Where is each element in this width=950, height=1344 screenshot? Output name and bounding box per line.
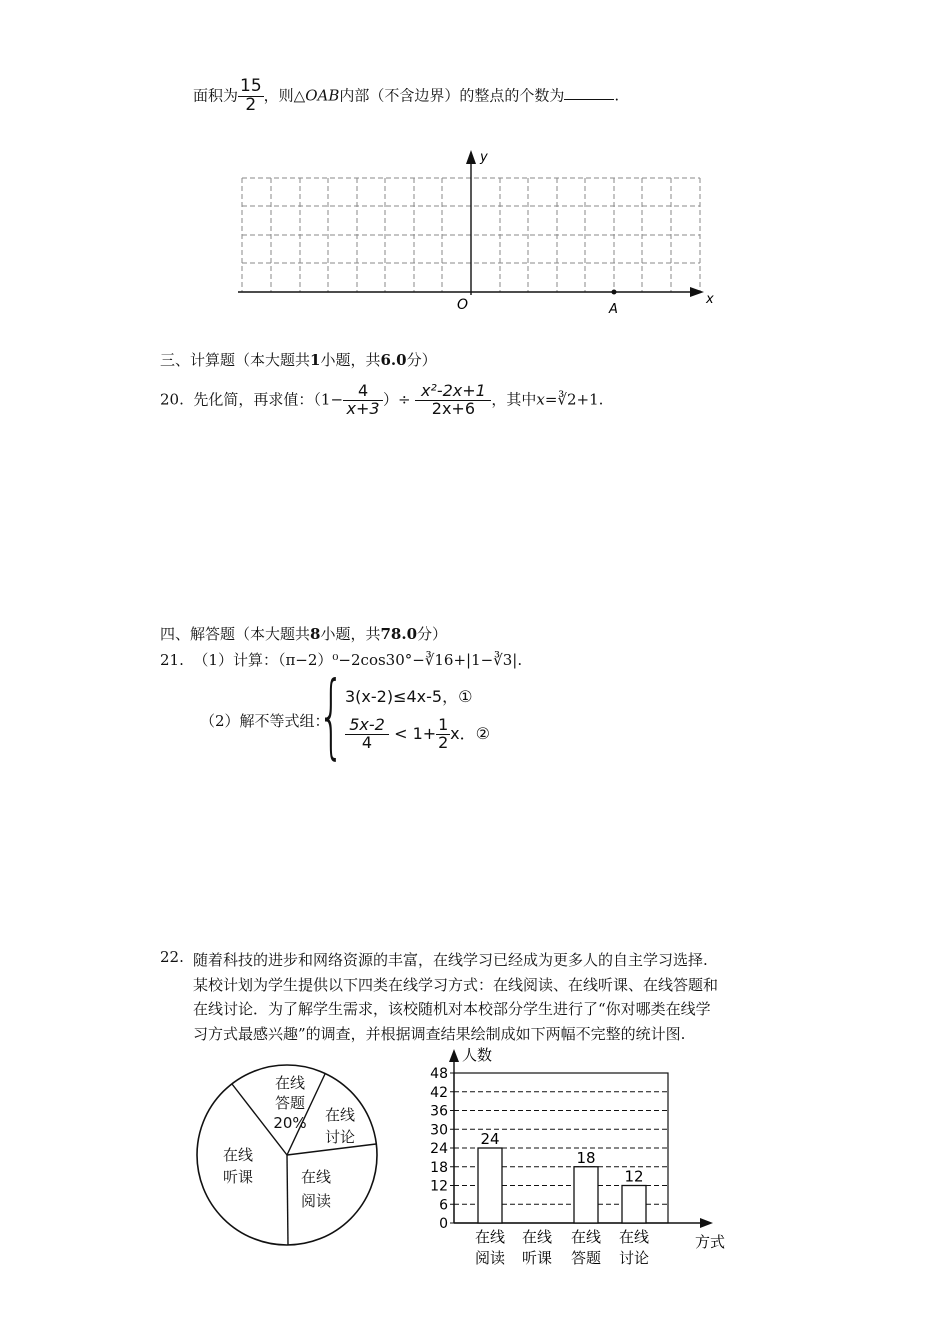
origin-label: O [457,297,469,313]
y-tick-label: 18 [430,1159,448,1176]
question-21-part2-label: （2）解不等式组： [200,712,330,730]
y-axis-arrow [449,1049,459,1062]
q19-text: 面积为 $\frac{15}{2}$ ，则△OAB内部（不含边界）的整点的个数为 . [193,76,620,115]
section-3-title: 三、计算题（本大题共1小题，共6.0分） [160,351,437,369]
q20-fraction-2: $\frac{\text{x²-2x+1}}{2x+6}$ [415,383,491,418]
question-20: 20. 先化简，再求值：（1− $\frac{4}{x+3}$ ）÷ $\frac{\text{x²-2x+1}}{2x+6}$ ，其中x=∛2+1. [160,381,604,418]
pie-chart [190,1058,390,1254]
pie-label: 阅读 [300,1192,332,1210]
pie-label: 在线 [300,1168,332,1186]
y-tick-label: 0 [439,1216,448,1232]
x-tick-label: 在线 [570,1228,602,1246]
bar [478,1148,502,1223]
y-tick-label: 12 [430,1178,448,1195]
pie-label: 20% [273,1114,307,1132]
x-axis-arrow [700,1218,713,1228]
q19-fraction: $\frac{15}{2}$ [240,76,262,115]
answer-blank[interactable] [564,85,614,100]
y-tick-label: 6 [439,1197,448,1214]
pie-divider [287,1155,288,1245]
bar-value-label: 24 [480,1130,500,1148]
x-tick-label: 在线 [474,1228,506,1246]
x-tick-label: 听课 [521,1249,553,1267]
bar-value-label: 12 [624,1167,644,1186]
pie-label: 答题 [274,1094,306,1112]
point-a [612,290,617,295]
y-axis-arrow [466,150,476,164]
x-tick-label: 讨论 [618,1249,650,1267]
x-tick-label: 答题 [570,1249,602,1267]
inequality-1: 3(x-2)≤4x-5，① [345,687,473,706]
x-axis-arrow [690,287,704,297]
y-tick-label: 42 [430,1084,448,1101]
system-brace: { [318,662,345,769]
pie-label: 讨论 [324,1128,356,1146]
y-axis-label: 人数 [462,1046,493,1064]
y-label: y [480,150,488,165]
bar-value-label: 18 [576,1148,596,1167]
x-axis-label: 方式 [695,1233,726,1251]
x-tick-label: 在线 [521,1228,553,1246]
bar [574,1167,598,1223]
y-tick-label: 30 [430,1122,448,1139]
y-tick-label: 48 [430,1066,448,1082]
question-21-part1: 21. （1）计算：（π−2）⁰−2cos30°−∛16+|1−∛3|. [160,651,523,669]
x-label: x [706,292,714,307]
coordinate-grid [230,145,730,320]
q20-fraction-1: $\frac{4}{x+3}$ [343,383,383,418]
x-tick-label: 在线 [618,1228,650,1246]
point-a-label: A [609,302,618,317]
inequality-2: $\frac{5x-2}{4}$ < 1+ $\frac{1}{2}$ x．② [345,717,490,752]
section-4-title: 四、解答题（本大题共8小题，共78.0分） [160,625,448,643]
x-tick-label: 阅读 [474,1249,506,1267]
question-22-text: 随着科技的进步和网络资源的丰富，在线学习已经成为更多人的自主学习选择. 某校计划为学生提供以下四类在线学习方式：在线阅读、在线听课、在线答题和 在线讨论．为了解学生需求，该校随机对本校部分学生进行了“你对哪类在线学 习方式最感兴趣”的调查，并根据调查结果绘制成如下两幅不完整的统计图. [193,951,719,1043]
pie-label: 在线 [274,1074,306,1092]
question-22-num: 22. [160,948,184,966]
y-tick-label: 24 [430,1141,448,1157]
bar [622,1186,646,1224]
pie-label: 听课 [222,1168,254,1186]
bar-chart [420,1043,740,1268]
pie-label: 在线 [324,1106,356,1124]
y-tick-label: 36 [430,1103,448,1120]
pie-label: 在线 [222,1146,254,1164]
